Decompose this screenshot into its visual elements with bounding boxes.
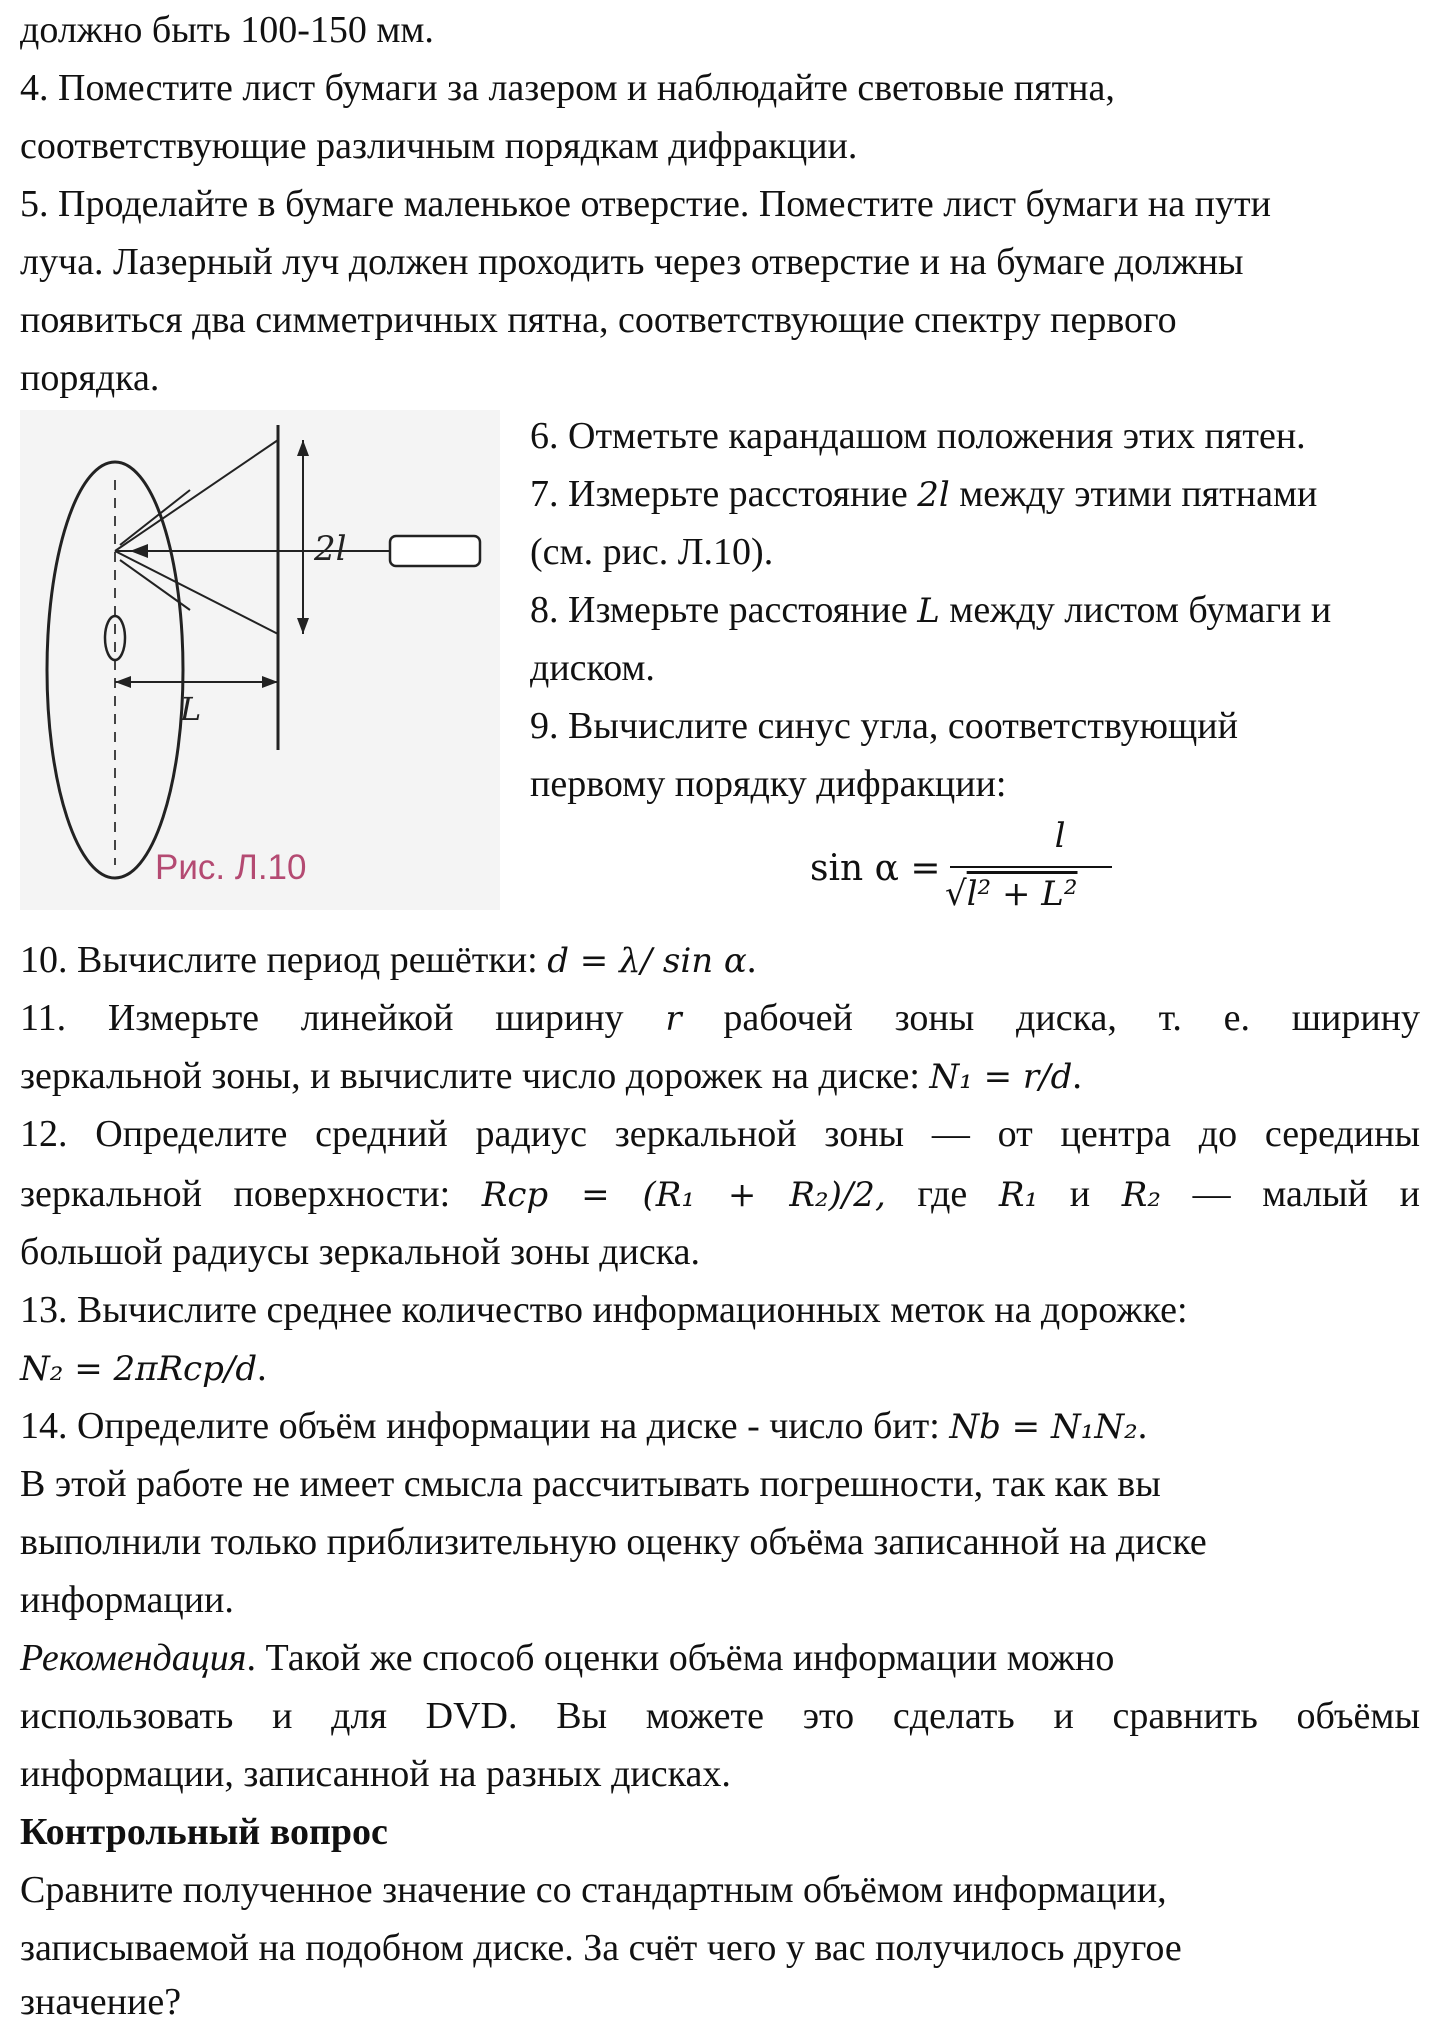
- formula-fraction-bar: [950, 866, 1112, 868]
- step-5-line-1: 5. Проделайте в бумаге маленькое отверстие. Поместите лист бумаги на пути: [20, 183, 1271, 225]
- figure-diffraction: [20, 410, 500, 910]
- step-12-line-1: 12. Определите средний радиус зеркальной зоны — от центра до середины: [20, 1113, 1420, 1155]
- disc-hole: [105, 616, 125, 660]
- step-6: 6. Отметьте карандашом положения этих пятен.: [530, 415, 1306, 457]
- step-9-line-1: 9. Вычислите синус угла, соответствующий: [530, 705, 1238, 747]
- step-9-line-2: первому порядку дифракции:: [530, 763, 1007, 805]
- step-4-line-1: 4. Поместите лист бумаги за лазером и наблюдайте световые пятна,: [20, 67, 1115, 109]
- recommendation-line-1: Рекомендация. Такой же способ оценки объёма информации можно: [20, 1637, 1115, 1679]
- step-10: 10. Вычислите период решётки: d = λ/ sin α.: [20, 939, 757, 981]
- step-5-line-4: порядка.: [20, 357, 160, 399]
- recommendation-line-2: использовать и для DVD. Вы можете это сделать и сравнить объёмы: [20, 1695, 1420, 1737]
- step-13-line-2: N₂ = 2πRср/d.: [20, 1347, 267, 1389]
- text-line: должно быть 100-150 мм.: [20, 9, 434, 51]
- step-14: 14. Определите объём информации на диске - число бит: Nb = N₁N₂.: [20, 1405, 1148, 1447]
- control-line-2: записываемой на подобном диске. За счёт чего у вас получилось другое: [20, 1927, 1182, 1969]
- ray-lower-return: [120, 560, 190, 610]
- note-line-1: В этой работе не имеет смысла рассчитывать погрешности, так как вы: [20, 1463, 1161, 1505]
- control-line-1: Сравните полученное значение со стандартным объёмом информации,: [20, 1869, 1167, 1911]
- note-line-3: информации.: [20, 1579, 234, 1621]
- step-8-line-1: 8. Измерьте расстояние L между листом бумаги и: [530, 589, 1332, 631]
- formula-denominator: √l² + L²: [945, 874, 1078, 914]
- control-line-3: значение?: [20, 1981, 182, 2023]
- control-heading: Контрольный вопрос: [20, 1811, 388, 1853]
- ray-lower: [115, 551, 278, 634]
- laser-body: [390, 536, 480, 566]
- formula-numerator: l: [1054, 816, 1066, 856]
- note-line-2: выполнили только приблизительную оценку объёма записанной на диске: [20, 1521, 1207, 1563]
- step-7-line-2: (см. рис. Л.10).: [530, 531, 774, 573]
- step-5-line-3: появиться два симметричных пятна, соответствующие спектру первого: [20, 299, 1177, 341]
- recommendation-line-3: информации, записанной на разных дисках.: [20, 1753, 731, 1795]
- step-13-line-1: 13. Вычислите среднее количество информационных меток на дорожке:: [20, 1289, 1188, 1331]
- figure-caption: Рис. Л.10: [155, 848, 307, 887]
- ray-upper: [115, 440, 278, 551]
- beam-arrow: [130, 544, 148, 558]
- formula-lhs: sin α =: [810, 848, 941, 889]
- diffraction-diagram: [20, 410, 500, 910]
- step-8-line-2: диском.: [530, 647, 655, 689]
- step-12-line-2: зеркальной поверхности: Rср = (R₁ + R₂)/2, где R₁ и R₂ — малый и: [20, 1173, 1420, 1215]
- step-11-line-1: 11. Измерьте линейкой ширину r рабочей зоны диска, т. е. ширину: [20, 997, 1421, 1039]
- step-5-line-2: луча. Лазерный луч должен проходить через отверстие и на бумаге должны: [20, 241, 1244, 283]
- step-11-line-2: зеркальной зоны, и вычислите число дорожек на диске: N₁ = r/d.: [20, 1055, 1082, 1097]
- label-2l: 2l: [314, 529, 347, 569]
- step-7-line-1: 7. Измерьте расстояние 2l между этими пятнами: [530, 473, 1318, 515]
- sine-formula: [810, 818, 1110, 928]
- step-12-line-3: большой радиусы зеркальной зоны диска.: [20, 1231, 701, 1273]
- label-L: L: [180, 690, 202, 728]
- step-4-line-2: соответствующие различным порядкам дифракции.: [20, 125, 858, 167]
